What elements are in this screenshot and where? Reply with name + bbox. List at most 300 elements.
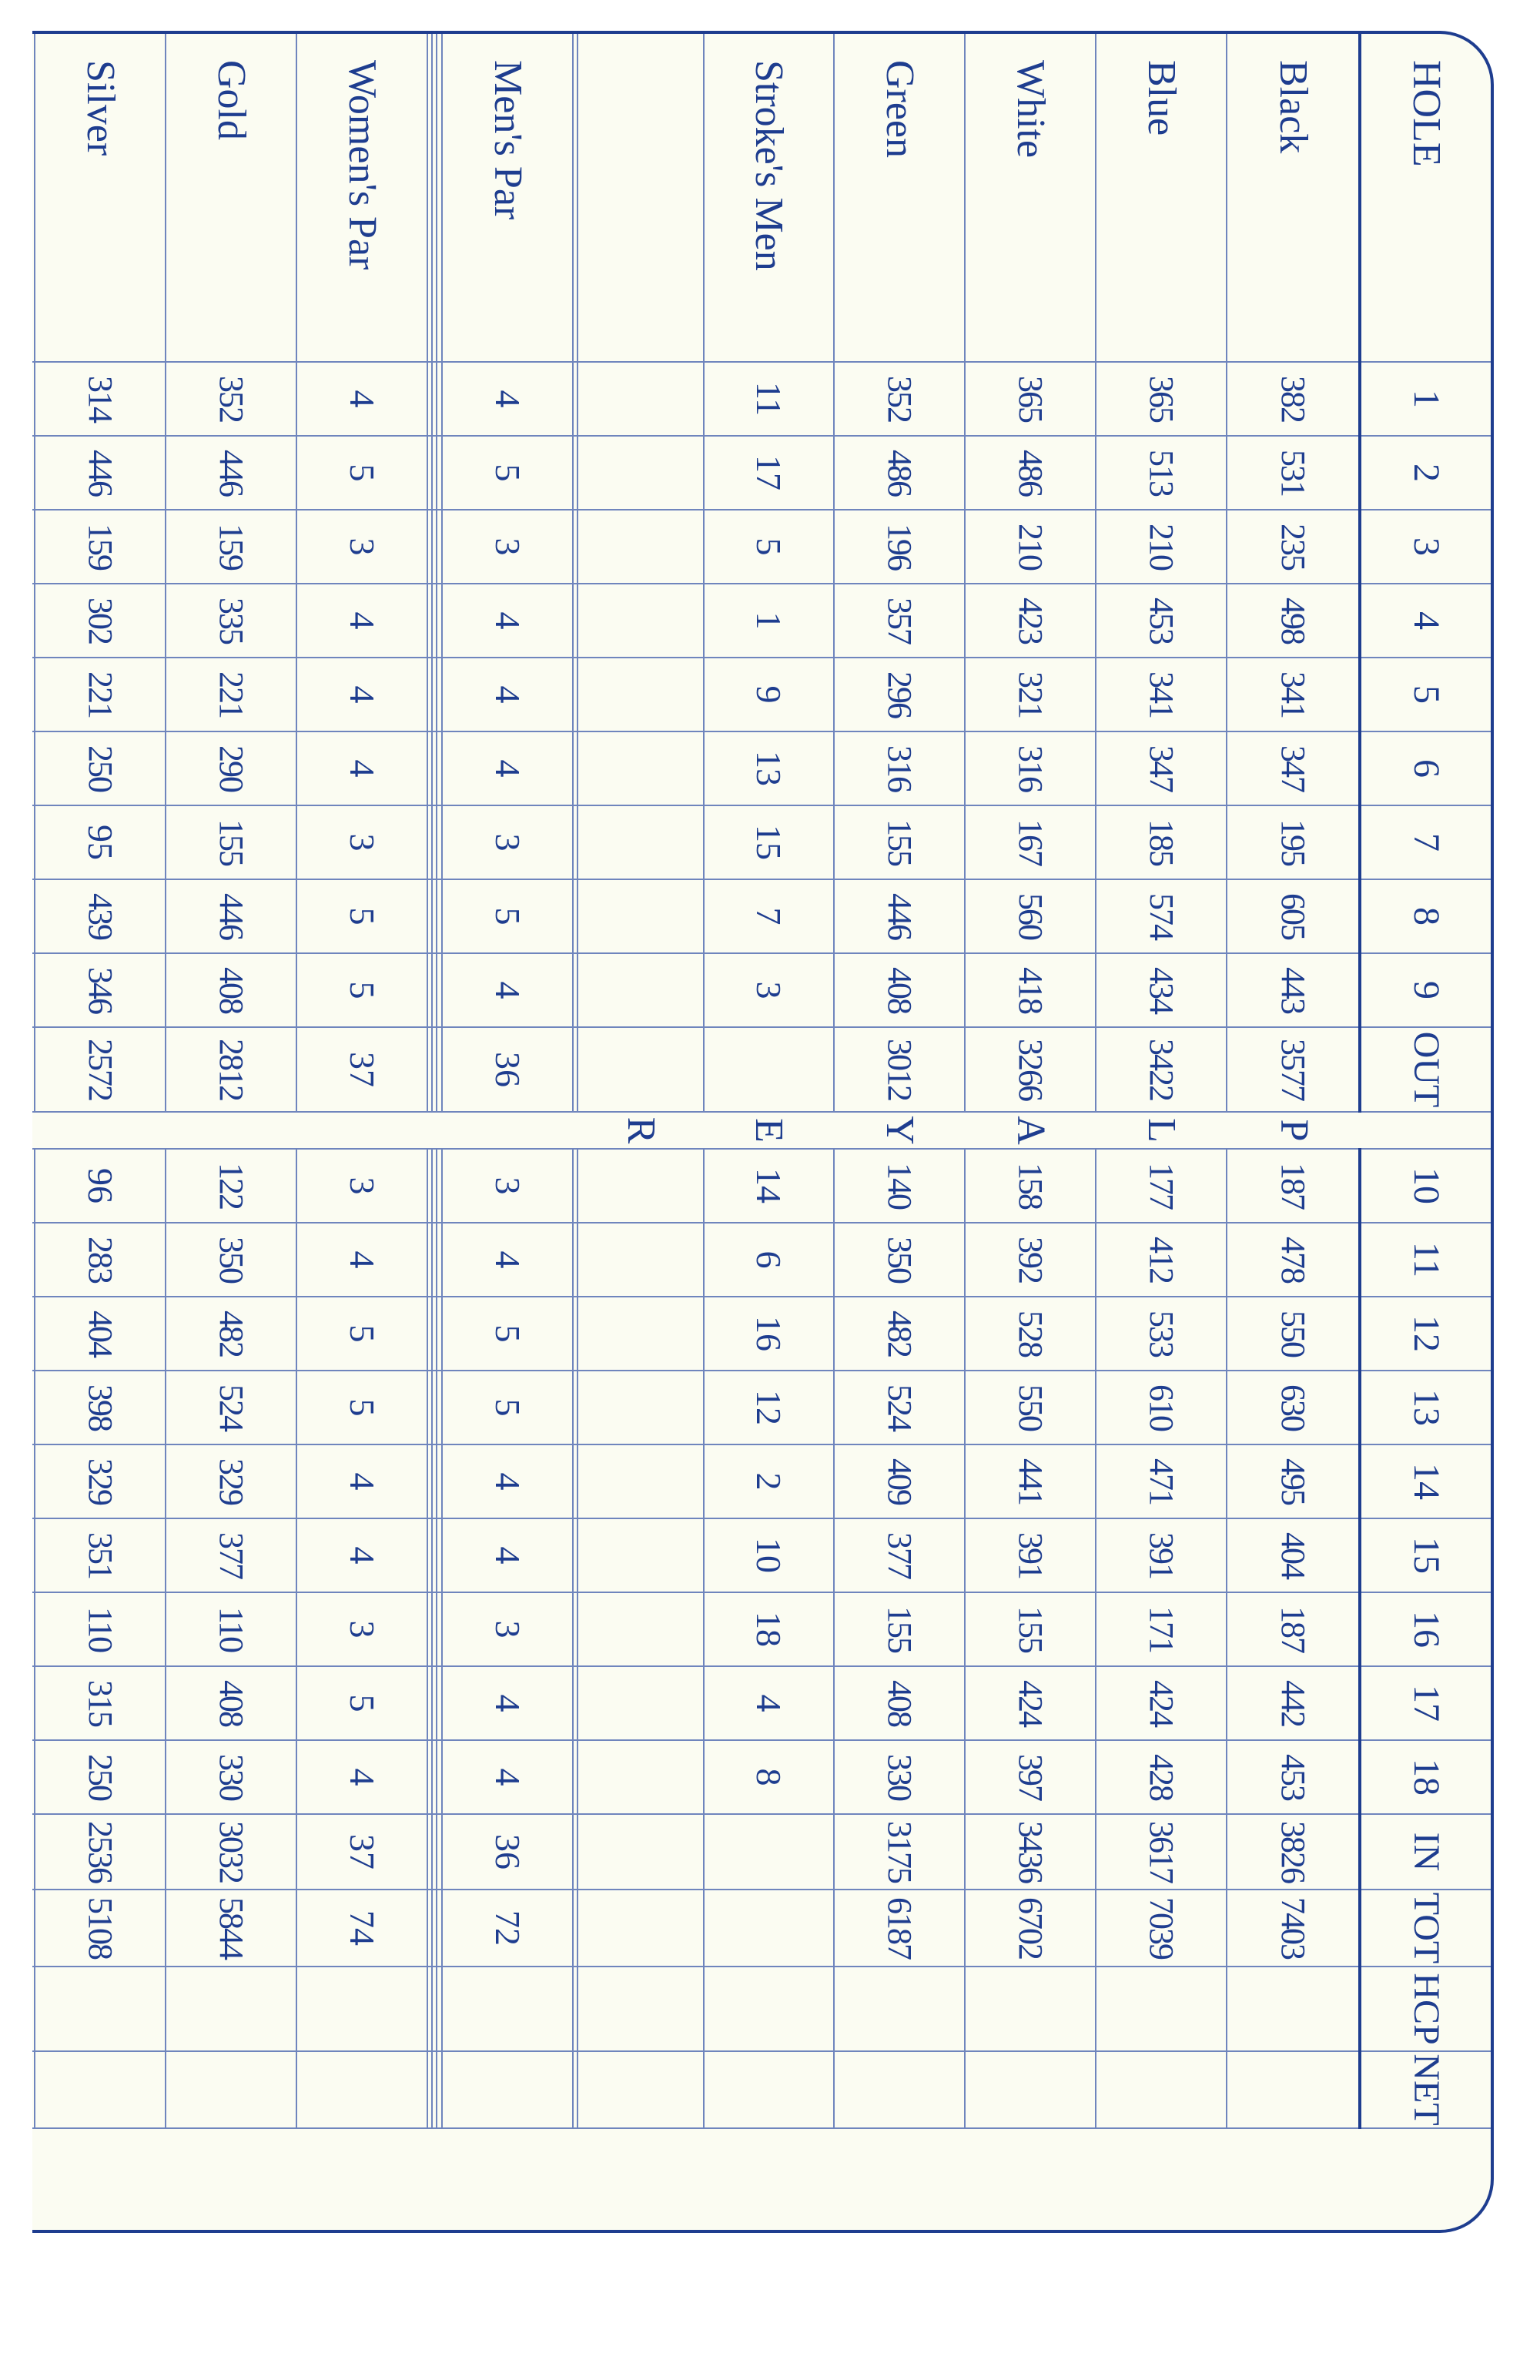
score-cell[interactable] xyxy=(32,1297,35,1371)
score-cell[interactable] xyxy=(32,953,35,1027)
score-cell: 110 xyxy=(35,1592,166,1666)
score-cell[interactable] xyxy=(437,1890,441,1967)
score-cell[interactable] xyxy=(437,1814,441,1890)
score-cell[interactable] xyxy=(573,1371,578,1444)
score-cell[interactable] xyxy=(32,1814,35,1890)
score-cell[interactable] xyxy=(32,1223,35,1297)
score-cell[interactable] xyxy=(432,953,437,1027)
hole-number-cell: 1 xyxy=(1360,362,1491,436)
blank-score-row xyxy=(32,34,35,2205)
score-cell[interactable] xyxy=(437,510,441,584)
score-cell[interactable] xyxy=(578,2051,704,2128)
score-cell[interactable] xyxy=(432,1371,437,1444)
score-cell[interactable] xyxy=(578,879,704,953)
score-cell[interactable] xyxy=(578,1814,704,1890)
score-cell: 352 xyxy=(834,362,965,436)
play-letter: A xyxy=(965,1112,1096,1149)
scorecard-grid-rotator xyxy=(32,34,1491,2236)
score-cell[interactable] xyxy=(432,362,437,436)
score-cell: 442 xyxy=(1227,1666,1360,1740)
score-cell[interactable] xyxy=(32,510,35,584)
score-cell: 408 xyxy=(834,953,965,1027)
score-cell: 495 xyxy=(1227,1444,1360,1518)
score-cell[interactable] xyxy=(437,1223,441,1297)
score-cell[interactable] xyxy=(573,658,578,731)
score-cell: 4 xyxy=(296,1444,427,1518)
play-letter-gap xyxy=(437,1112,441,1149)
score-cell[interactable] xyxy=(573,1223,578,1297)
score-cell: 347 xyxy=(1096,731,1227,805)
score-cell: 17 xyxy=(704,436,835,510)
score-cell[interactable] xyxy=(32,1592,35,1666)
score-cell[interactable] xyxy=(427,1149,432,1223)
play-letter-gap xyxy=(432,1112,437,1149)
score-cell[interactable] xyxy=(437,1149,441,1223)
score-cell: 418 xyxy=(965,953,1096,1027)
score-cell[interactable] xyxy=(1096,2051,1227,2128)
score-cell: 4 xyxy=(296,1223,427,1297)
score-cell[interactable] xyxy=(573,731,578,805)
score-cell[interactable] xyxy=(704,1890,835,1967)
score-cell: 1 xyxy=(704,584,835,658)
score-cell: 5 xyxy=(442,879,573,953)
score-cell: 74 xyxy=(296,1890,427,1967)
row-label xyxy=(427,34,432,362)
row-label: Stroke's Men xyxy=(704,34,835,362)
score-cell[interactable] xyxy=(437,879,441,953)
blank-score-row xyxy=(437,34,441,2205)
score-cell[interactable] xyxy=(1227,1967,1360,2051)
score-cell[interactable] xyxy=(166,1967,296,2051)
score-cell[interactable] xyxy=(834,1967,965,2051)
score-cell: 2536 xyxy=(35,1814,166,1890)
score-cell[interactable] xyxy=(437,1592,441,1666)
row-label: Blue xyxy=(1096,34,1227,362)
score-cell: 409 xyxy=(834,1444,965,1518)
score-cell: 316 xyxy=(965,731,1096,805)
score-cell[interactable] xyxy=(427,658,432,731)
score-cell[interactable] xyxy=(427,1518,432,1592)
score-cell: 408 xyxy=(834,1666,965,1740)
score-cell[interactable] xyxy=(432,1967,437,2051)
score-cell[interactable] xyxy=(427,1814,432,1890)
hole-number-cell: HCP xyxy=(1360,1967,1491,2051)
score-cell[interactable] xyxy=(578,805,704,879)
score-cell[interactable] xyxy=(834,2051,965,2128)
score-cell: 3826 xyxy=(1227,1814,1360,1890)
score-cell: 3032 xyxy=(166,1814,296,1890)
score-cell[interactable] xyxy=(32,362,35,436)
score-cell[interactable] xyxy=(432,1297,437,1371)
score-cell: 3266 xyxy=(965,1027,1096,1112)
score-cell[interactable] xyxy=(578,1967,704,2051)
score-cell[interactable] xyxy=(437,1444,441,1518)
score-cell: 446 xyxy=(166,436,296,510)
score-cell: 302 xyxy=(35,584,166,658)
score-cell: 5 xyxy=(442,1297,573,1371)
score-cell: 398 xyxy=(35,1371,166,1444)
score-cell: 14 xyxy=(704,1149,835,1223)
score-cell[interactable] xyxy=(442,2051,573,2128)
score-cell[interactable] xyxy=(578,658,704,731)
blank-score-row xyxy=(432,34,437,2205)
row-label xyxy=(437,34,441,362)
score-cell: 15 xyxy=(704,805,835,879)
score-cell: 352 xyxy=(166,362,296,436)
score-cell: 404 xyxy=(35,1297,166,1371)
score-cell: 630 xyxy=(1227,1371,1360,1444)
score-cell[interactable] xyxy=(437,731,441,805)
score-cell: 5844 xyxy=(166,1890,296,1967)
score-cell: 391 xyxy=(965,1518,1096,1592)
score-cell: 486 xyxy=(965,436,1096,510)
row-label xyxy=(578,34,704,362)
score-cell[interactable] xyxy=(573,436,578,510)
score-cell: 408 xyxy=(166,953,296,1027)
score-cell[interactable] xyxy=(442,1967,573,2051)
score-cell: 446 xyxy=(834,879,965,953)
row-label xyxy=(432,34,437,362)
score-cell: 550 xyxy=(1227,1297,1360,1371)
score-cell: 155 xyxy=(834,805,965,879)
score-cell[interactable] xyxy=(437,362,441,436)
score-cell: 3 xyxy=(296,1592,427,1666)
score-cell[interactable] xyxy=(578,436,704,510)
score-cell: 533 xyxy=(1096,1297,1227,1371)
score-cell[interactable] xyxy=(432,1740,437,1814)
score-cell[interactable] xyxy=(437,436,441,510)
score-cell[interactable] xyxy=(573,1967,578,2051)
score-cell[interactable] xyxy=(427,731,432,805)
score-cell: 36 xyxy=(442,1027,573,1112)
play-letter-gap xyxy=(166,1112,296,1149)
score-cell[interactable] xyxy=(573,1814,578,1890)
score-cell[interactable] xyxy=(578,1149,704,1223)
hole-number-cell: 11 xyxy=(1360,1223,1491,1297)
score-cell: 187 xyxy=(1227,1592,1360,1666)
score-cell[interactable] xyxy=(32,2051,35,2128)
score-cell: 453 xyxy=(1227,1740,1360,1814)
score-cell: 329 xyxy=(166,1444,296,1518)
score-cell[interactable] xyxy=(573,805,578,879)
score-cell: 574 xyxy=(1096,879,1227,953)
score-cell: 5 xyxy=(442,1371,573,1444)
score-cell[interactable] xyxy=(437,1666,441,1740)
score-cell: 18 xyxy=(704,1592,835,1666)
score-cell[interactable] xyxy=(573,1518,578,1592)
score-cell[interactable] xyxy=(427,584,432,658)
score-cell: 3 xyxy=(704,953,835,1027)
score-cell: 221 xyxy=(35,658,166,731)
row-men-s-par xyxy=(442,34,573,2205)
score-cell: 4 xyxy=(442,584,573,658)
score-cell: 3 xyxy=(296,805,427,879)
score-cell: 2572 xyxy=(35,1027,166,1112)
score-cell[interactable] xyxy=(432,2051,437,2128)
score-cell[interactable] xyxy=(296,1967,427,2051)
score-cell[interactable] xyxy=(578,1297,704,1371)
score-cell[interactable] xyxy=(432,436,437,510)
score-cell[interactable] xyxy=(427,1666,432,1740)
hole-number-cell: 4 xyxy=(1360,584,1491,658)
score-cell: 96 xyxy=(35,1149,166,1223)
score-cell: 341 xyxy=(1227,658,1360,731)
hole-number-cell: 14 xyxy=(1360,1444,1491,1518)
score-cell[interactable] xyxy=(578,1518,704,1592)
score-cell[interactable] xyxy=(432,1814,437,1890)
score-cell[interactable] xyxy=(704,1027,835,1112)
score-cell: 185 xyxy=(1096,805,1227,879)
score-cell[interactable] xyxy=(573,879,578,953)
score-cell[interactable] xyxy=(432,1890,437,1967)
row-label: Black xyxy=(1227,34,1360,362)
score-cell: 3 xyxy=(442,805,573,879)
score-cell: 5 xyxy=(296,1371,427,1444)
score-cell[interactable] xyxy=(432,1223,437,1297)
score-cell[interactable] xyxy=(578,1740,704,1814)
play-letter: R xyxy=(578,1112,704,1149)
score-cell[interactable] xyxy=(427,953,432,1027)
score-cell[interactable] xyxy=(573,584,578,658)
score-cell: 357 xyxy=(834,584,965,658)
score-cell[interactable] xyxy=(1096,1967,1227,2051)
score-cell[interactable] xyxy=(437,2051,441,2128)
score-cell: 560 xyxy=(965,879,1096,953)
score-cell: 210 xyxy=(1096,510,1227,584)
blank-score-row xyxy=(578,34,704,2205)
score-cell[interactable] xyxy=(32,1967,35,2051)
score-cell[interactable] xyxy=(35,1967,166,2051)
score-cell: 196 xyxy=(834,510,965,584)
score-cell[interactable] xyxy=(704,1967,835,2051)
score-cell[interactable] xyxy=(296,2051,427,2128)
score-cell: 550 xyxy=(965,1371,1096,1444)
score-cell: 5 xyxy=(296,953,427,1027)
score-cell[interactable] xyxy=(578,1666,704,1740)
score-cell: 167 xyxy=(965,805,1096,879)
score-cell[interactable] xyxy=(35,2051,166,2128)
score-cell: 4 xyxy=(442,362,573,436)
score-cell[interactable] xyxy=(427,1223,432,1297)
score-cell[interactable] xyxy=(432,584,437,658)
score-cell[interactable] xyxy=(578,1027,704,1112)
score-cell: 13 xyxy=(704,731,835,805)
score-cell: 37 xyxy=(296,1814,427,1890)
score-cell: 428 xyxy=(1096,1740,1227,1814)
score-cell[interactable] xyxy=(573,362,578,436)
score-cell[interactable] xyxy=(427,1592,432,1666)
score-cell[interactable] xyxy=(437,1967,441,2051)
score-cell: 528 xyxy=(965,1297,1096,1371)
score-cell[interactable] xyxy=(965,2051,1096,2128)
score-cell[interactable] xyxy=(432,510,437,584)
score-cell[interactable] xyxy=(32,1666,35,1740)
score-cell: 155 xyxy=(166,805,296,879)
score-cell[interactable] xyxy=(437,1297,441,1371)
score-cell[interactable] xyxy=(578,510,704,584)
score-cell: 453 xyxy=(1096,584,1227,658)
score-cell[interactable] xyxy=(432,658,437,731)
score-cell: 6702 xyxy=(965,1890,1096,1967)
score-cell[interactable] xyxy=(427,805,432,879)
score-cell: 391 xyxy=(1096,1518,1227,1592)
score-cell[interactable] xyxy=(573,1297,578,1371)
score-cell[interactable] xyxy=(573,1149,578,1223)
score-cell: 4 xyxy=(296,731,427,805)
score-cell: 441 xyxy=(965,1444,1096,1518)
score-cell: 321 xyxy=(965,658,1096,731)
score-cell[interactable] xyxy=(573,953,578,1027)
score-cell[interactable] xyxy=(432,1666,437,1740)
score-cell[interactable] xyxy=(32,1371,35,1444)
score-cell[interactable] xyxy=(578,1444,704,1518)
score-cell[interactable] xyxy=(432,1444,437,1518)
score-cell: 6 xyxy=(704,1223,835,1297)
score-cell[interactable] xyxy=(573,1666,578,1740)
score-cell[interactable] xyxy=(437,658,441,731)
row-label: White xyxy=(965,34,1096,362)
score-cell[interactable] xyxy=(573,1592,578,1666)
score-cell[interactable] xyxy=(32,34,35,362)
score-cell[interactable] xyxy=(578,953,704,1027)
score-cell[interactable] xyxy=(573,1444,578,1518)
score-cell[interactable] xyxy=(32,1740,35,1814)
score-cell[interactable] xyxy=(578,584,704,658)
score-cell: 4 xyxy=(442,1444,573,1518)
score-cell: 524 xyxy=(166,1371,296,1444)
score-cell[interactable] xyxy=(432,1027,437,1112)
score-cell[interactable] xyxy=(427,1297,432,1371)
score-cell[interactable] xyxy=(437,1740,441,1814)
score-cell[interactable] xyxy=(432,731,437,805)
score-cell: 329 xyxy=(35,1444,166,1518)
score-cell: 377 xyxy=(834,1518,965,1592)
score-cell[interactable] xyxy=(427,879,432,953)
score-cell[interactable] xyxy=(573,1027,578,1112)
score-cell[interactable] xyxy=(437,953,441,1027)
score-cell[interactable] xyxy=(32,1027,35,1112)
hole-number-cell: 10 xyxy=(1360,1149,1491,1223)
play-letter-gap xyxy=(427,1112,432,1149)
score-cell[interactable] xyxy=(427,1740,432,1814)
score-cell[interactable] xyxy=(432,805,437,879)
score-cell[interactable] xyxy=(32,731,35,805)
score-cell: 140 xyxy=(834,1149,965,1223)
score-cell: 482 xyxy=(834,1297,965,1371)
score-cell[interactable] xyxy=(427,1444,432,1518)
score-cell[interactable] xyxy=(573,1740,578,1814)
score-cell: 5 xyxy=(704,510,835,584)
score-cell[interactable] xyxy=(432,1592,437,1666)
row-stroke-s-men xyxy=(704,34,835,2205)
score-cell: 335 xyxy=(166,584,296,658)
score-cell[interactable] xyxy=(437,1027,441,1112)
score-cell[interactable] xyxy=(32,1444,35,1518)
score-cell: 3436 xyxy=(965,1814,1096,1890)
score-cell[interactable] xyxy=(437,1518,441,1592)
score-cell[interactable] xyxy=(32,1149,35,1223)
score-cell: 365 xyxy=(965,362,1096,436)
row-gold xyxy=(166,34,296,2205)
score-cell: 4 xyxy=(296,1740,427,1814)
score-cell[interactable] xyxy=(437,805,441,879)
score-cell[interactable] xyxy=(573,510,578,584)
score-cell[interactable] xyxy=(427,436,432,510)
score-cell: 10 xyxy=(704,1518,835,1592)
score-cell: 3012 xyxy=(834,1027,965,1112)
score-cell: 531 xyxy=(1227,436,1360,510)
score-cell[interactable] xyxy=(427,510,432,584)
score-cell: 6187 xyxy=(834,1890,965,1967)
hole-number-cell: IN xyxy=(1360,1814,1491,1890)
score-cell[interactable] xyxy=(704,1814,835,1890)
score-cell: 423 xyxy=(965,584,1096,658)
play-letter: E xyxy=(704,1112,835,1149)
blank-score-row xyxy=(573,34,578,2205)
score-cell[interactable] xyxy=(578,1592,704,1666)
score-cell[interactable] xyxy=(32,658,35,731)
score-cell[interactable] xyxy=(578,1890,704,1967)
score-cell[interactable] xyxy=(427,2051,432,2128)
score-cell[interactable] xyxy=(432,1149,437,1223)
score-cell: 235 xyxy=(1227,510,1360,584)
score-cell: 4 xyxy=(442,1223,573,1297)
score-cell: 341 xyxy=(1096,658,1227,731)
hole-label: HOLE xyxy=(1360,34,1491,362)
score-cell: 446 xyxy=(35,436,166,510)
score-cell[interactable] xyxy=(437,584,441,658)
score-cell[interactable] xyxy=(578,1371,704,1444)
play-letter-gap xyxy=(1360,1112,1491,1149)
score-cell[interactable] xyxy=(32,436,35,510)
score-cell: 4 xyxy=(704,1666,835,1740)
score-cell[interactable] xyxy=(32,1890,35,1967)
score-cell: 377 xyxy=(166,1518,296,1592)
hole-number-cell: 18 xyxy=(1360,1740,1491,1814)
score-cell[interactable] xyxy=(166,2051,296,2128)
score-cell: 7403 xyxy=(1227,1890,1360,1967)
score-cell[interactable] xyxy=(573,2051,578,2128)
score-cell[interactable] xyxy=(32,879,35,953)
score-cell[interactable] xyxy=(437,1371,441,1444)
score-cell[interactable] xyxy=(32,1518,35,1592)
score-cell[interactable] xyxy=(427,362,432,436)
score-cell[interactable] xyxy=(427,1890,432,1967)
score-cell[interactable] xyxy=(427,1371,432,1444)
score-cell[interactable] xyxy=(432,879,437,953)
score-cell: 482 xyxy=(166,1297,296,1371)
score-cell: 3 xyxy=(296,510,427,584)
score-cell: 122 xyxy=(166,1149,296,1223)
score-cell[interactable] xyxy=(32,805,35,879)
score-cell[interactable] xyxy=(578,1223,704,1297)
score-cell: 250 xyxy=(35,731,166,805)
score-cell[interactable] xyxy=(427,1967,432,2051)
score-cell[interactable] xyxy=(1227,2051,1360,2128)
row-black xyxy=(1227,34,1360,2205)
score-cell: 11 xyxy=(704,362,835,436)
score-cell[interactable] xyxy=(32,584,35,658)
score-cell[interactable] xyxy=(578,731,704,805)
score-cell[interactable] xyxy=(427,1027,432,1112)
score-cell[interactable] xyxy=(965,1967,1096,2051)
score-cell: 365 xyxy=(1096,362,1227,436)
score-cell[interactable] xyxy=(432,1518,437,1592)
score-cell[interactable] xyxy=(704,2051,835,2128)
row-label: Green xyxy=(834,34,965,362)
score-cell[interactable] xyxy=(573,1890,578,1967)
score-cell[interactable] xyxy=(578,362,704,436)
